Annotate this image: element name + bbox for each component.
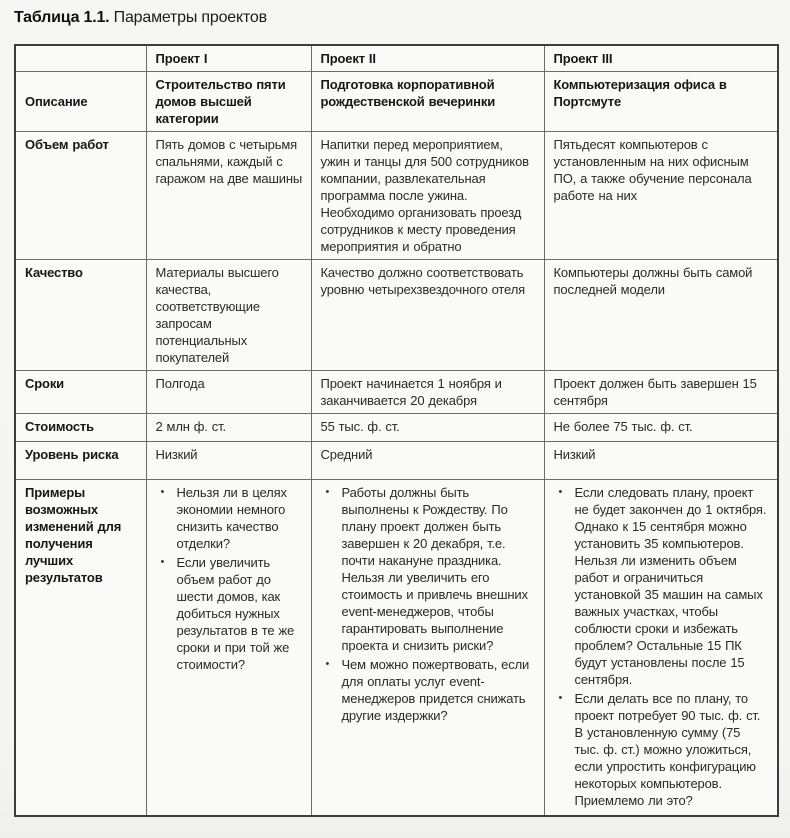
cell-changes-project-3 [544,480,778,816]
cell-description-project-2: Подготовка корпоративной рождественской вечеринки [311,72,544,132]
cell-changes-project-2 [311,480,544,816]
bullet-list-project-3 [554,484,770,809]
bullet-list-project-2 [321,484,536,724]
bullet-item: • Чем можно пожертвовать, если для оплаты услуг event-менеджеров придется снижать другие издержки? [321,656,536,724]
bullet-item: • Работы должны быть выполнены к Рождеству. По плану проект должен быть завершен к 20 декабря, т.е. почти накануне праздника. Нельзя ли увеличить его стоимость и привлечь внешних event-менеджеров, чтобы гарантировать выполнение проекта и снизить риски? [321,484,536,654]
table-caption-number: Таблица 1.1. [14,9,110,26]
row-label-description: Описание [15,72,146,132]
row-risk-level [15,442,778,480]
cell-quality-project-2: Качество должно соответствовать уровню четырехзвездочного отеля [311,260,544,371]
header-cell-project-2: Проект II [311,45,544,72]
row-label-quality: Качество [15,260,146,371]
bullet-list-project-1 [156,484,303,673]
cell-changes-project-1 [146,480,311,816]
header-cell-project-1: Проект I [146,45,311,72]
cell-description-project-1: Строительство пяти домов высшей категории [146,72,311,132]
projects-comparison-table [14,44,779,817]
cell-risk-project-2: Средний [311,442,544,480]
bullet-item: • Если делать все по плану, то проект потребует 90 тыс. ф. ст. В установленную сумму (75 тыс. ф. ст.) можно уложиться, если упростить конфигурацию некоторых компьютеров. Приемлемо ли это? [554,690,770,809]
header-row [15,45,778,72]
bullet-item: • Если следовать плану, проект не будет закончен до 1 октября. Однако к 15 сентября можно установить 35 компьютеров. Нельзя ли изменить объем работ и ограничиться установкой 35 машин на самых важных участках, чтобы соблюсти сроки и избежать проблем? Остальные 15 ПК будут установлены после 15 сентября. [554,484,770,688]
row-possible-changes [15,480,778,816]
row-timeframe [15,371,778,414]
table-caption [14,8,777,28]
header-cell-project-3: Проект III [544,45,778,72]
cell-cost-project-3: Не более 75 тыс. ф. ст. [544,414,778,442]
row-label-changes: Примеры возможных изменений для получения лучших результатов [15,480,146,816]
cell-timeframe-project-3: Проект должен быть завершен 15 сентября [544,371,778,414]
row-scope-of-work [15,132,778,260]
table-caption-text: Параметры проектов [113,9,267,26]
cell-cost-project-1: 2 млн ф. ст. [146,414,311,442]
header-cell-empty [15,45,146,72]
cell-timeframe-project-2: Проект начинается 1 ноября и заканчивается 20 декабря [311,371,544,414]
cell-risk-project-3: Низкий [544,442,778,480]
cell-scope-project-2: Напитки перед мероприятием, ужин и танцы для 500 сотрудников компании, развлекательная программа после ужина. Необходимо организовать проезд сотрудников к месту проведения мероприятия и обратно [311,132,544,260]
bullet-item: • Нельзя ли в целях экономии немного снизить качество отделки? [156,484,303,552]
row-cost [15,414,778,442]
row-label-cost: Стоимость [15,414,146,442]
row-label-timeframe: Сроки [15,371,146,414]
cell-quality-project-3: Компьютеры должны быть самой последней модели [544,260,778,371]
cell-quality-project-1: Материалы высшего качества, соответствующие запросам потенциальных покупателей [146,260,311,371]
cell-description-project-3: Компьютеризация офиса в Портсмуте [544,72,778,132]
cell-risk-project-1: Низкий [146,442,311,480]
cell-scope-project-1: Пять домов с четырьмя спальнями, каждый с гаражом на две машины [146,132,311,260]
bullet-item: • Если увеличить объем работ до шести домов, как добиться нужных результатов в те же сроки и при той же стоимости? [156,554,303,673]
row-quality [15,260,778,371]
row-label-scope: Объем работ [15,132,146,260]
cell-scope-project-3: Пятьдесят компьютеров с установленным на них офисным ПО, а также обучение персонала работе на них [544,132,778,260]
row-label-risk: Уровень риска [15,442,146,480]
cell-timeframe-project-1: Полгода [146,371,311,414]
row-description [15,72,778,132]
cell-cost-project-2: 55 тыс. ф. ст. [311,414,544,442]
